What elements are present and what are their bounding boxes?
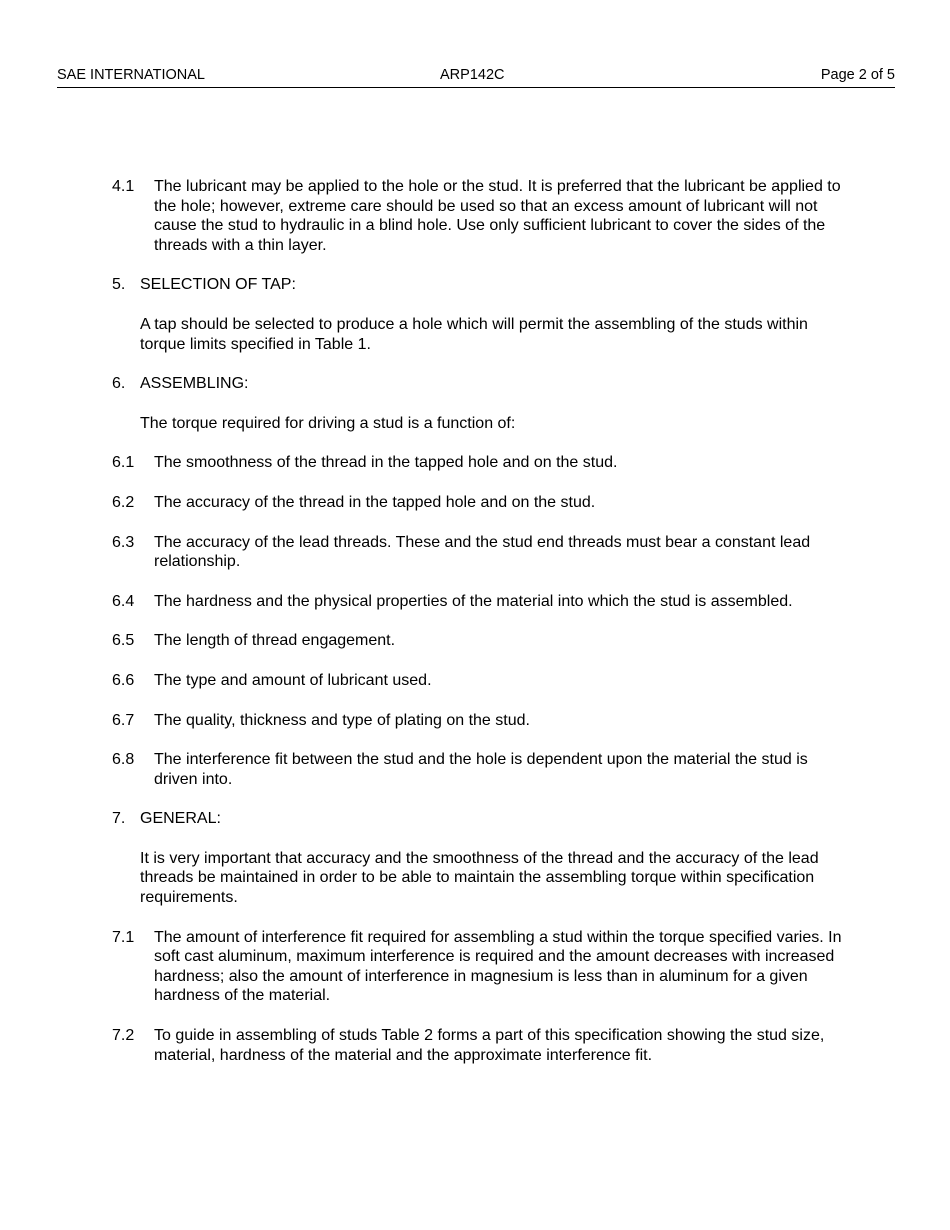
section-title: ASSEMBLING:	[140, 375, 249, 393]
section-title: SELECTION OF TAP:	[140, 276, 296, 294]
section-title: GENERAL:	[140, 810, 221, 828]
section-text: The smoothness of the thread in the tapped hole and on the stud.	[154, 454, 618, 472]
section-number: 7.	[112, 810, 126, 828]
header-organization: SAE INTERNATIONAL	[57, 67, 205, 83]
section-6-heading	[112, 374, 847, 394]
section-text: The accuracy of the lead threads. These and the stud end threads must bear a constant lead relationship.	[154, 533, 811, 571]
section-number: 6.7	[112, 711, 135, 729]
section-number: 6.5	[112, 632, 135, 650]
section-number: 6.	[112, 375, 126, 393]
section-number: 5.	[112, 276, 126, 294]
section-6-body: The torque required for driving a stud is a function of:	[140, 414, 516, 432]
section-6-3	[112, 533, 847, 572]
header-document-id: ARP142C	[440, 67, 505, 83]
section-number: 6.2	[112, 493, 135, 511]
document-body	[112, 177, 847, 1085]
section-6-5	[112, 631, 847, 651]
section-text: The interference fit between the stud and the hole is dependent upon the material the stud is driven into.	[154, 751, 808, 788]
section-5-heading	[112, 275, 847, 295]
section-text: The amount of interference fit required for assembling a stud within the torque specified varies. In soft cast aluminum, maximum interference is required and the amount decreases with increased hardness; also the amount of interference in magnesium is less than in aluminum for a given hardness of the material.	[154, 928, 842, 1005]
section-number: 7.1	[112, 928, 135, 946]
page-header	[57, 66, 895, 88]
section-4-1	[112, 177, 847, 255]
section-number: 6.8	[112, 751, 135, 769]
section-7-2	[112, 1026, 847, 1065]
section-text: The quality, thickness and type of plating on the stud.	[154, 711, 530, 729]
section-5-body: A tap should be selected to produce a hole which will permit the assembling of the studs within torque limits specified in Table 1.	[140, 315, 808, 353]
section-text: The lubricant may be applied to the hole or the stud. It is preferred that the lubricant be applied to the hole; however, extreme care should be used so that an excess amount of lubricant will not cause the stud to hydraulic in a blind hole. Use only sufficient lubricant to cover the sides of the threads with a thin layer.	[154, 178, 841, 254]
section-text: The accuracy of the thread in the tapped hole and on the stud.	[154, 493, 596, 511]
section-7-body: It is very important that accuracy and the smoothness of the thread and the accuracy of the lead threads be maintained in order to be able to maintain the assembling torque within specification requirements.	[140, 849, 819, 907]
header-page-number: Page 2 of 5	[820, 67, 895, 83]
section-number: 7.2	[112, 1027, 135, 1045]
section-6-8	[112, 750, 847, 789]
section-text: The type and amount of lubricant used.	[154, 671, 432, 689]
section-number: 6.4	[112, 592, 135, 610]
section-6-2	[112, 493, 847, 513]
section-number: 6.6	[112, 671, 135, 689]
section-number: 6.1	[112, 454, 135, 472]
section-7-1	[112, 928, 847, 1006]
section-text: The hardness and the physical properties of the material into which the stud is assembled.	[154, 592, 793, 610]
section-7-heading	[112, 809, 847, 829]
section-6-4	[112, 592, 847, 612]
section-number: 6.3	[112, 533, 135, 551]
section-6-1	[112, 453, 847, 473]
section-number: 4.1	[112, 178, 135, 195]
section-text: The length of thread engagement.	[154, 632, 396, 650]
section-6-6	[112, 671, 847, 691]
section-text: To guide in assembling of studs Table 2 forms a part of this specification showing the stud size, material, hardness of the material and the approximate interference fit.	[154, 1027, 825, 1064]
section-6-7	[112, 711, 847, 731]
